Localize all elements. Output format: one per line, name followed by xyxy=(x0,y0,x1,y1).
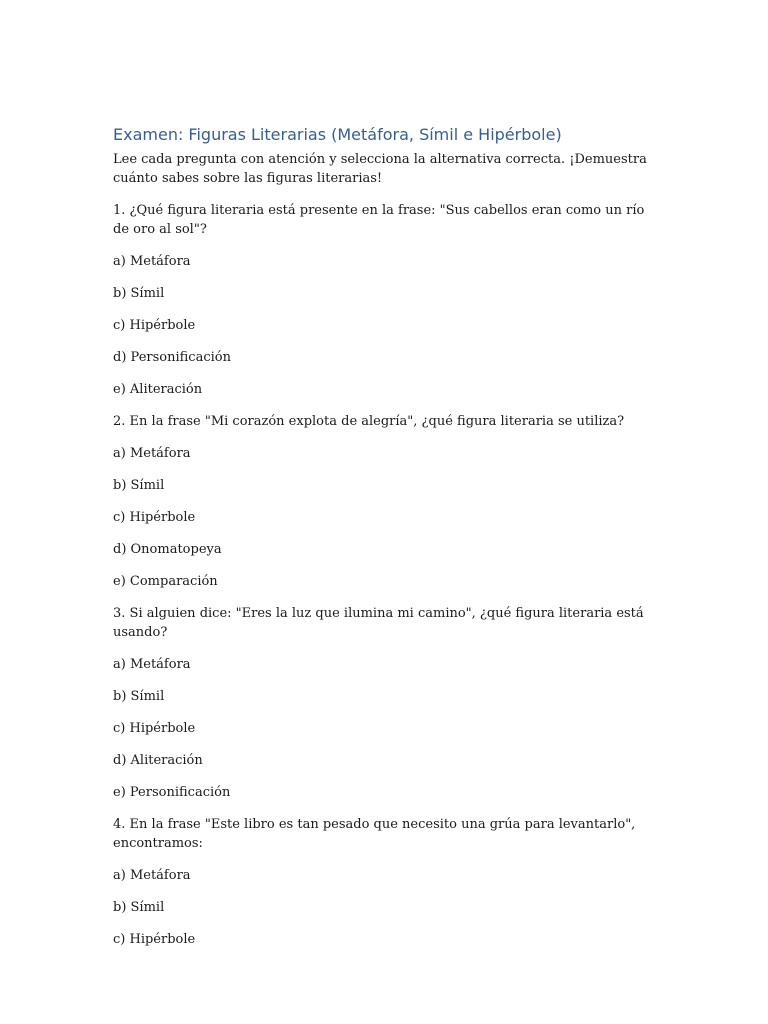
option-item: a) Metáfora xyxy=(113,254,191,269)
option-item: e) Comparación xyxy=(113,574,218,589)
option-item: a) Metáfora xyxy=(113,657,191,672)
question-text: 3. Si alguien dice: "Eres la luz que ilumina mi camino", ¿qué figura literaria está usando? xyxy=(113,606,644,640)
option-item: d) Aliteración xyxy=(113,753,203,768)
option-list xyxy=(113,444,658,591)
document-title: Examen: Figuras Literarias (Metáfora, Símil e Hipérbole) xyxy=(113,125,562,144)
option-item: a) Metáfora xyxy=(113,868,191,883)
question-text: 4. En la frase "Este libro es tan pesado que necesito una grúa para levantarlo", encontramos: xyxy=(113,817,636,851)
option-item: b) Símil xyxy=(113,478,165,493)
question-text: 2. En la frase "Mi corazón explota de alegría", ¿qué figura literaria se utiliza? xyxy=(113,414,625,429)
option-item: e) Personificación xyxy=(113,785,231,800)
option-list xyxy=(113,655,658,802)
option-item: c) Hipérbole xyxy=(113,318,196,333)
option-item: c) Hipérbole xyxy=(113,510,196,525)
option-item: d) Personificación xyxy=(113,350,231,365)
option-item: b) Símil xyxy=(113,900,165,915)
question-block xyxy=(113,201,658,399)
intro-text: Lee cada pregunta con atención y selecciona la alternativa correcta. ¡Demuestra cuánto sabes sobre las figuras literarias! xyxy=(113,152,647,186)
option-item: d) Onomatopeya xyxy=(113,542,222,557)
question-block xyxy=(113,604,658,802)
question-block xyxy=(113,815,658,949)
option-item: b) Símil xyxy=(113,286,165,301)
question-block xyxy=(113,412,658,591)
option-item: c) Hipérbole xyxy=(113,721,196,736)
option-item: e) Aliteración xyxy=(113,382,203,397)
question-text: 1. ¿Qué figura literaria está presente en la frase: "Sus cabellos eran como un río de oro al sol"? xyxy=(113,203,645,237)
option-item: c) Hipérbole xyxy=(113,932,196,947)
option-item: b) Símil xyxy=(113,689,165,704)
option-list xyxy=(113,866,658,949)
document-page xyxy=(113,124,658,962)
option-list xyxy=(113,252,658,399)
option-item: a) Metáfora xyxy=(113,446,191,461)
